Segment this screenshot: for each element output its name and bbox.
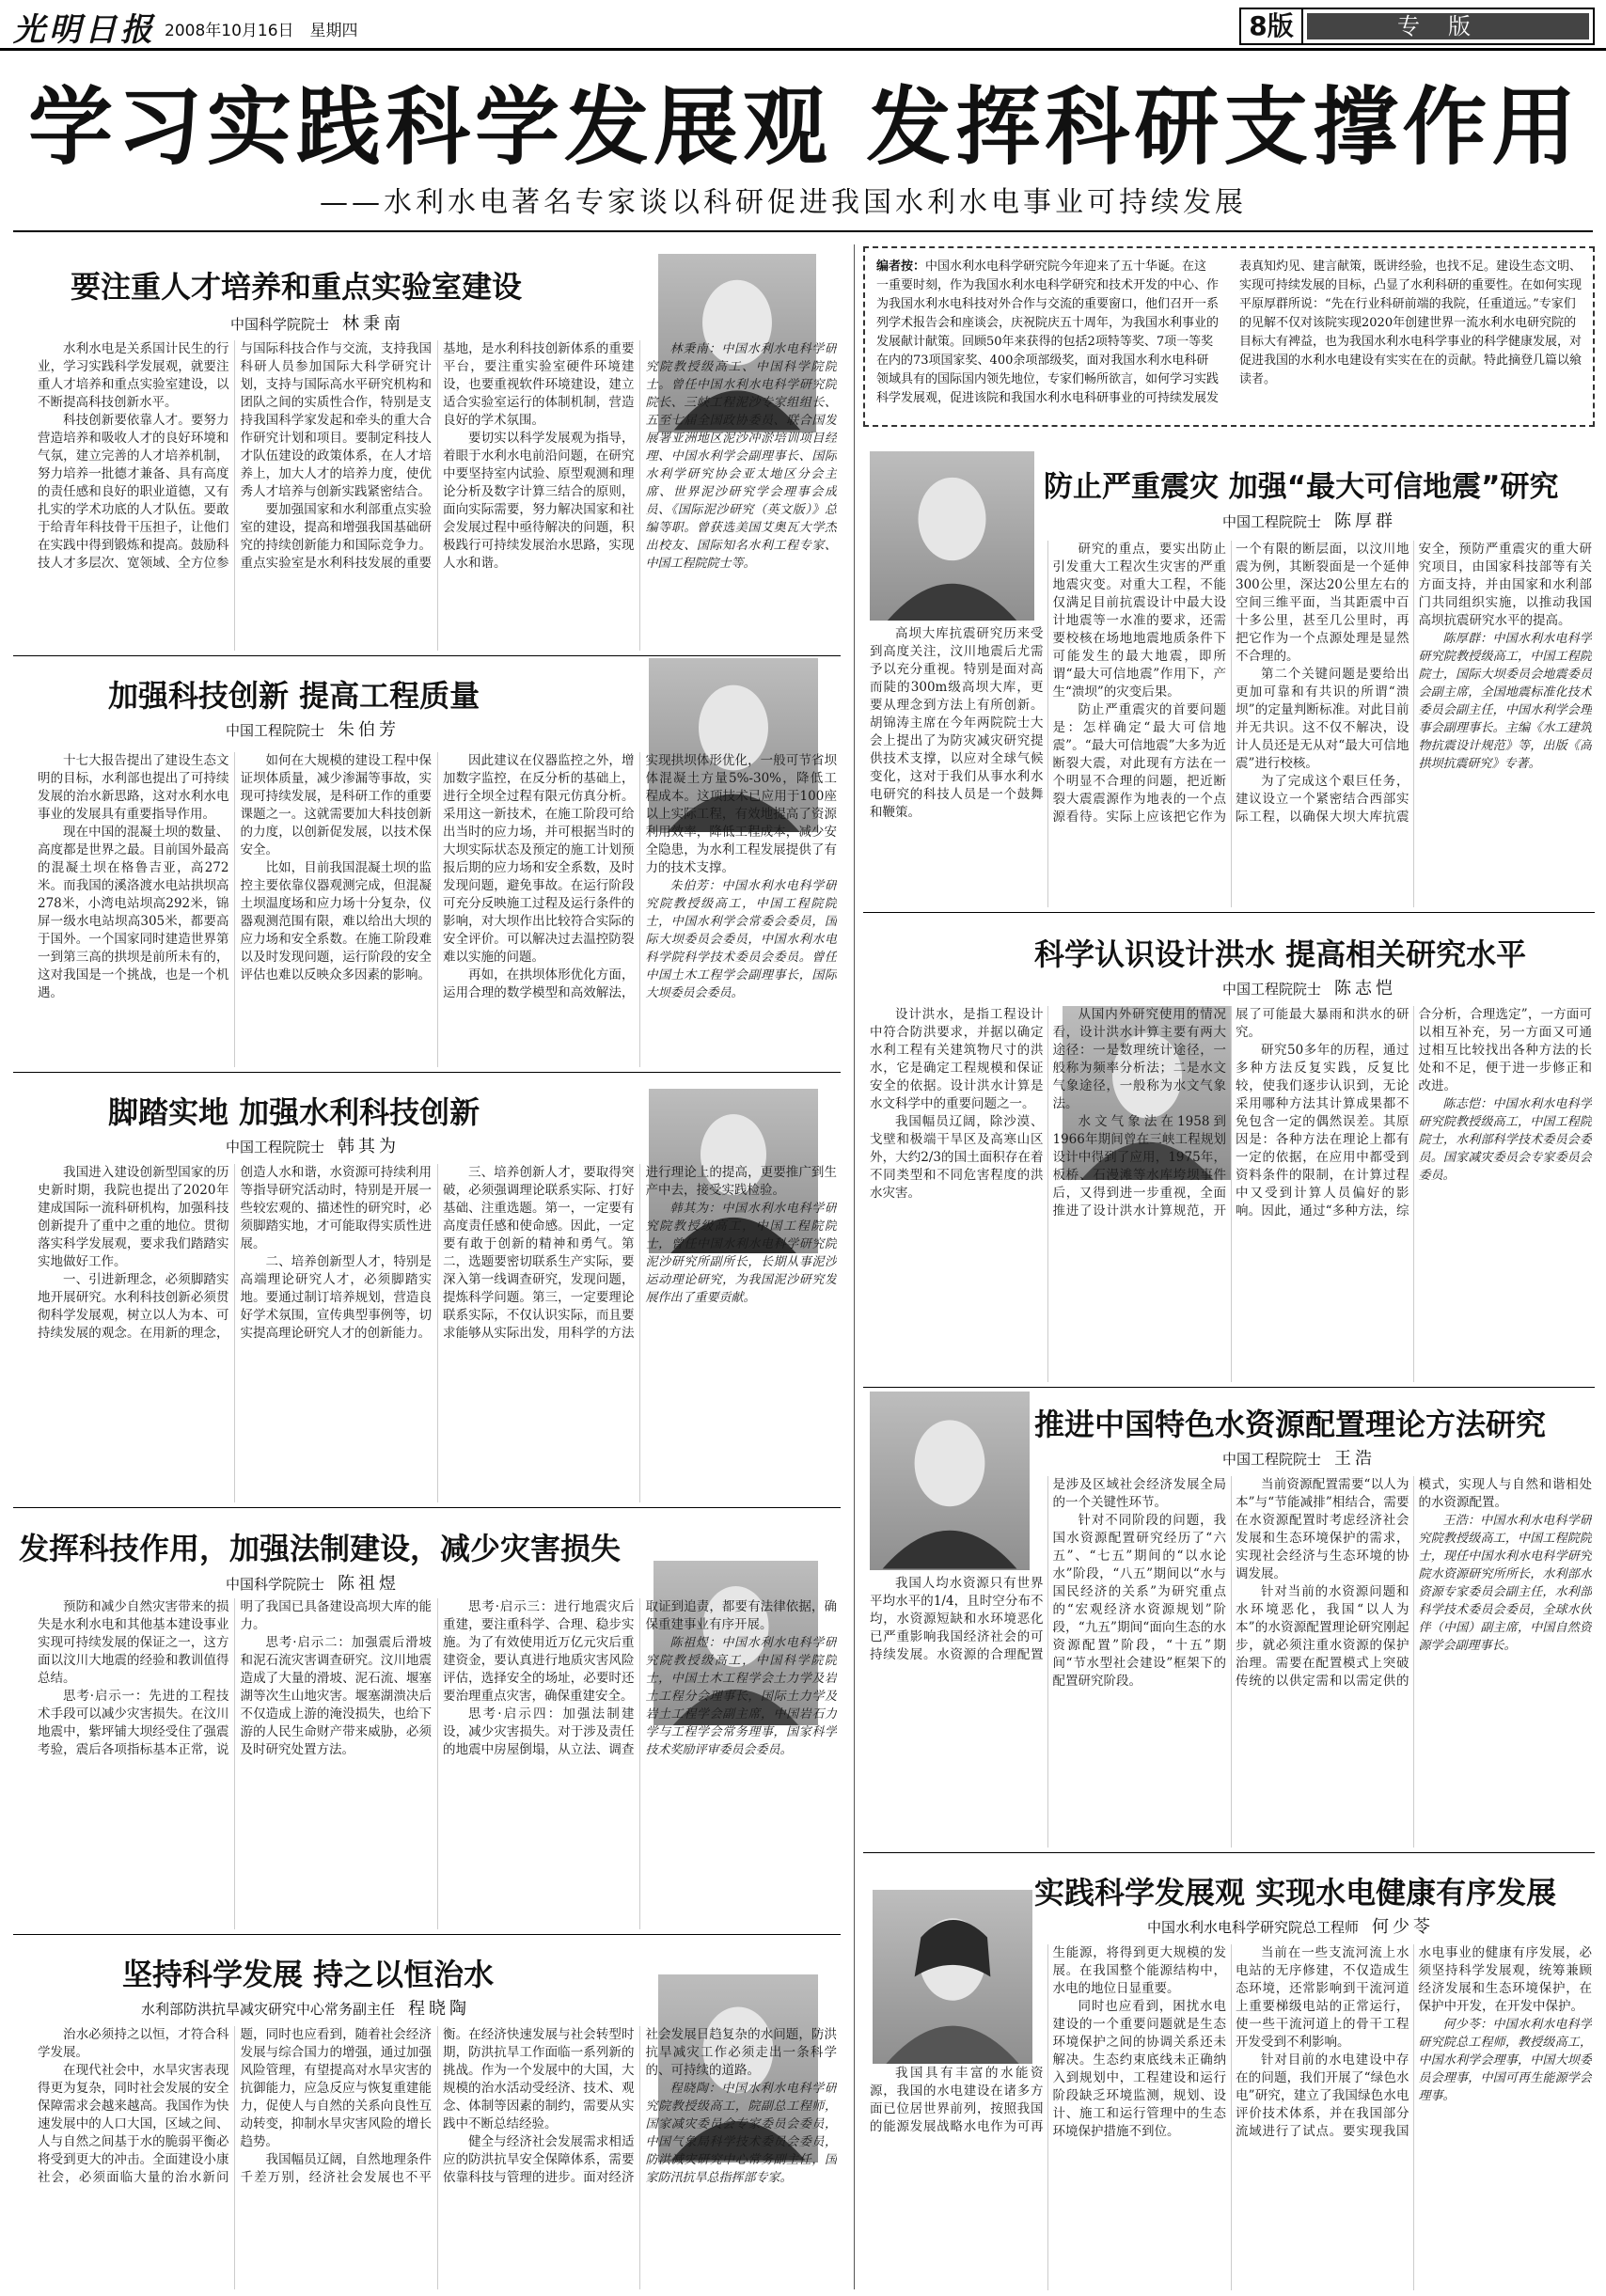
article-byline: 中国工程院院士 王浩: [1222, 1449, 1377, 1469]
page-marker: [1239, 8, 1595, 45]
article-byline: 中国工程院院士 陈厚群: [1222, 511, 1397, 531]
article-body: 十七大报告提出了建设生态文明的目标，水利部也提出了可持续发展的治水新思路，这对水利水电事业的发展具有重要指导作用。 现在中国的混凝土坝的数量、高度都是世界之最。目前国外最高的混凝土坝在格鲁吉亚，高272米。而我国的溪洛渡水电站拱坝高278米，小湾电站坝高292米，锦屏一级水电站坝高305米，都要高于国外。一个国家同时建造世界第一到第三高的拱坝是前所未有的，这对我国是一个挑战，也是一个机遇。 如何在大规模的建设工程中保证坝体质量，减少渗漏等事故，实现可持续发展，是科研工作的重要课题之一。这就需要加大科技创新的力度，以创新促发展，以技术保安全。 比如，目前我国混凝土坝的监控主要依靠仪器观测完成，但混凝土坝温度场和应力场十分复杂，仪器观测范围有限，难以给出大坝的应力场和安全系数。在施工阶段难以及时发现问题，运行阶段的安全评估也难以反映众多因素的影响。 因此建议在仪器监控之外，增加数字监控，在反分析的基础上，进行全坝全过程有限元仿真分析。采用这一新技术，在施工阶段可给出当时的应力场，并可根据当时的大坝实际状态及预定的施工计划预报后期的应力场和安全系数，及时发现问题，避免事故。在运行阶段可充分反映施工过程及运行条件的影响，对大坝作出比较符合实际的安全评价。可以解决过去温控防裂难以实施的问题。 再如，在拱坝体形优化方面，运用合理的数学模型和高效解法，实现拱坝体形优化，一般可节省坝体混凝土方量5%-30%，降低工程成本。这项技术已应用于100座以上实际工程，有效地提高了资源利用效率，降低工程成本，减少安全隐患，为水利工程发展提供了有力的技术支撑。 朱伯芳：中国水利水电科学研究院教授级高工，中国工程院院士，中国水利学会常委会委员，国际大坝委员会委员，中国水利水电科学院科学技术委员会委员。曾任中国土木工程学会副理事长，国际大坝委员会委员。: [38, 753, 837, 1000]
article-byline: 中国工程院院士 朱伯芳: [226, 720, 401, 740]
article-title: 要注重人才培养和重点实验室建设: [71, 269, 523, 305]
article-title: 脚踏实地 加强水利科技创新: [108, 1094, 480, 1130]
author-name: 韩其为: [338, 1137, 401, 1156]
editor-note-text: 中国水利水电科学研究院今年迎来了五十华诞。在这一重要时刻，作为我国水利水电科学研究和技术开发的中心、作为我国水利水电科技对外合作与交流的重要窗口，他们召开一系列学术报告会和座谈会，庆祝院庆五十周年，为我国水利事业的发展献计献策。回顾50年来获得的包括2项特等奖、7项一等奖在内的73项国家奖、400余项部级奖，面对我国水利水电科研领域具有的国际国内领先地位，专家们畅所欲言，如何学习实践科学发展观，促进该院和我国水利水电科研事业的可持续发展发表真知灼见、建言献策，既讲经验，也找不足。建设生态文明、实现可持续发展的目标，凸显了水利科研的重要性。在如何实现平原厚群所说：“先在行业科研前端的我院，任重道远。”专家们的见解不仅对该院实现2020年创建世界一流水利水电研究院的目标大有裨益，也为我国水利水电科学事业的科学健康发展，对促进我国的水利水电建设有实实在在的贡献。特此摘登几篇以飨读者。: [876, 259, 1582, 405]
article-body: 高坝大库抗震研究历来受到高度关注，汶川地震后尤需予以充分重视。特别是面对高而陡的300m级高坝大库，更要从理念到方法上有所创新。胡锦涛主席在今年两院院士大会上提出了为防灾减灾研究提供技术支撑，以应对全球气候变化，这对于我们从事水利水电研究的科技人员是一个鼓舞和鞭策。 研究的重点，要实出防止引发重大工程次生灾害的严重地震灾变。对重大工程，不能仅满足目前抗震设计中最大设计地震等一水准的要求，还需要校核在场地地震地质条件下可能发生的最大地震，即所谓“最大可信地震”作用下，产生“溃坝”的灾变后果。 防止严重震灾的首要问题是：怎样确定“最大可信地震”。“最大可信地震”大多为近断裂大震，对此现有方法在一个明显不合理的问题，把近断裂大震震源作为地表的一个点源看待。实际上应该把它作为一个有限的断层面，以汶川地震为例，其断裂面是一个延伸300公里，深达20公里左右的空间三维平面，当其距震中百十多公里，甚至几公里时，再把它作为一个点源处理是显然不合理的。 第二个关键问题是要给出更加可靠和有共识的所谓“溃坝”的定量判断标准。对此目前并无共识。这不仅不解决，设计人员还是无从对“最大可信地震”进行校核。 为了完成这个艰巨任务，建议设立一个紧密结合西部实际工程，以确保大坝大库抗震安全，预防严重震灾的重大研究项目，由国家科技部等有关方面支持，并由国家和水利部门共同组织实施，以推动我国高坝抗震研究水平的提高。 陈厚群：中国水利水电科学研究院教授级高工，中国工程院院士，国际大坝委员会地震委员会副主席，全国地震标准化技术委员会副主任，中国水利学会理事会副理事长。主编《水工建筑物抗震设计规范》等，出版《高拱坝抗震研究》专著。: [870, 542, 1592, 825]
article-byline: 中国水利水电科学研究院总工程师 何少苓: [1147, 1917, 1435, 1937]
divider: [13, 1934, 841, 1935]
author-bio: 何少苓：中国水利水电科学研究院总工程师，教授级高工，中国水利学会理事，中国大坝委员会理事，中国可再生能源学会理事。: [1418, 2018, 1592, 2103]
divider: [13, 655, 841, 656]
article-byline: 中国科学院院士 林秉南: [230, 314, 405, 334]
author-bio: 韩其为：中国水利水电科学研究院教授级高工，中国工程院院士，曾任中国水利水电科学研究院泥沙研究所副所长，长期从事泥沙运动理论研究，为我国泥沙研究发展作出了重要贡献。: [645, 1202, 837, 1305]
divider: [863, 912, 1595, 913]
article-body: 设计洪水，是指工程设计中符合防洪要求，并据以确定水利工程有关建筑物尺寸的洪水，它是确定工程规模和保证安全的依据。设计洪水计算是水文科学中的重要问题之一。 我国幅员辽阔，除沙漠、戈壁和极端干旱区及高寒山区外，大约2/3的国土面积存在着不同类型和不同危害程度的洪水灾害。 从国内外研究使用的情况看，设计洪水计算主要有两大途径：一是数理统计途径，一般称为频率分析法；二是水文气象途径，一般称为水文气象法。 水文气象法在1958到1966年期间曾在三峡工程规划设计中得到了应用，1975年，板桥、石漫滩等水库垮坝事件后，又得到进一步重视，全面推进了设计洪水计算规范，开展了可能最大暴雨和洪水的研究。 研究50多年的历程，通过多种方法反复实践，反复比较，使我们逐步认识到，无论采用哪种方法其计算成果都不免包含一定的偶然误差。其原因是：各种方法在理论上都有一定的依据，在应用中都受到资料条件的限制，在计算过程中又受到计算人员偏好的影响。因此，通过“多种方法，综合分析，合理选定”，一方面可以相互补充，另一方面又可通过相互比较找出各种方法的长处和不足，便于进一步修正和改进。 陈志恺：中国水利水电科学研究院教授级高工，中国工程院院士，水利部科学技术委员会委员。国家减灾委员会专家委员会委员。: [870, 1007, 1592, 1219]
divider: [13, 1072, 841, 1073]
article-body: 我国人均水资源只有世界平均水平的1/4，且时空分布不均，水资源短缺和水环境恶化已严重影响我国经济社会的可持续发展。水资源的合理配置是涉及区域社会经济发展全局的一个关键性环节。 针对不同阶段的问题，我国水资源配置研究经历了“六五”、“七五”期间的“以水论水”阶段，“八五”期间以“水与国民经济的关系”为研究重点的“宏观经济水资源规划”阶段，“九五”期间“面向生态的水资源配置”阶段，“十五”期间“节水型社会建设”框架下的配置研究阶段。 当前资源配置需要“以人为本”与“节能减排”相结合，需要在水资源配置时考虑经济社会发展和生态环境保护的需求，实现社会经济与生态环境的协调发展。 针对当前的水资源问题和水环境恶化，我国“以人为本”的水资源配置理论研究刚起步，就必须注重水资源的保护治理。需要在配置模式上突破传统的以供定需和以需定供的模式，实现人与自然和谐相处的水资源配置。 王浩：中国水利水电科学研究院教授级高工，中国工程院院士，现任中国水利水电科学研究院水资源研究所所长，水利部水资源专家委员会副主任，水利部科学技术委员会委员，全球水伙伴（中国）副主席，中国自然资源学会副理事长。: [870, 1477, 1592, 1689]
masthead: [0, 0, 1606, 51]
divider: [13, 1507, 841, 1508]
section-label: 专版: [1307, 13, 1589, 39]
divider: [863, 1387, 1595, 1388]
author-name: 陈祖煜: [338, 1574, 401, 1594]
author-name: 林秉南: [342, 314, 405, 334]
article-title: 推进中国特色水资源配置理论方法研究: [1034, 1407, 1547, 1442]
author-bio: 王浩：中国水利水电科学研究院教授级高工，中国工程院院士，现任中国水利水电科学研究院水资源研究所所长，水利部水资源专家委员会副主任，水利部科学技术委员会委员，全球水伙伴（中国）副主席，中国自然资源学会副理事长。: [1418, 1514, 1592, 1653]
author-name: 何少苓: [1372, 1917, 1435, 1937]
main-headline: 学习实践科学发展观 发挥科研支撑作用: [28, 78, 1582, 177]
author-name: 王浩: [1334, 1449, 1377, 1469]
issue-date: 2008年10月16日 星期四: [165, 22, 358, 40]
article-byline: 水利部防洪抗旱减灾研究中心常务副主任 程晓陶: [141, 1999, 471, 2019]
article-byline: 中国工程院院士 陈志恺: [1222, 979, 1397, 999]
author-bio: 程晓陶：中国水利水电科学研究院教授级高工，院副总工程师，国家减灾委员会专家委员会委员，中国气象局科学技术委员会委员，防洪减灾研究中心常务副主任，国家防汛抗旱总指挥部专家。: [645, 2082, 837, 2185]
article-title: 科学认识设计洪水 提高相关研究水平: [1034, 936, 1527, 972]
article-byline: 中国工程院院士 韩其为: [226, 1137, 401, 1156]
article-title: 坚持科学发展 持之以恒治水: [122, 1957, 495, 1992]
author-name: 朱伯芳: [338, 720, 401, 740]
main-subheadline: ——水利水电著名专家谈以科研促进我国水利水电事业可持续发展: [320, 186, 1247, 219]
article-title: 加强科技创新 提高工程质量: [108, 678, 480, 714]
author-name: 程晓陶: [408, 1999, 471, 2019]
article-body: 治水必须持之以恒，才符合科学发展。 在现代社会中，水旱灾害表现得更为复杂，同时社会发展的安全保障需求会越来越高。我国作为快速发展中的人口大国，区域之间、人与自然之间基于水的脆弱平衡必将受到更大的冲击。全面建设小康社会，必须面临大量的治水新问题，同时也应看到，随着社会经济发展与综合国力的增强，通过加强风险管理，有望提高对水旱灾害的抗御能力，应急反应与恢复重建能力，促使人与自然的关系向良性互动转变，抑制水旱灾害风险的增长趋势。 我国幅员辽阔，自然地理条件千差万别，经济社会发展也不平衡。在经济快速发展与社会转型时期，防洪抗旱工作面临一系列新的挑战。作为一个发展中的大国，大规模的治水活动受经济、技术、观念、体制等因素的制约，需要从实践中不断总结经验。 健全与经济社会发展需求相适应的防洪抗旱安全保障体系，需要依靠科技与管理的进步。面对经济社会发展日趋复杂的水问题，防洪抗旱减灾工作必须走出一条科学的、可持续的道路。 程晓陶：中国水利水电科学研究院教授级高工，院副总工程师，国家减灾委员会专家委员会委员，中国气象局科学技术委员会委员，防洪减灾研究中心常务副主任，国家防汛抗旱总指挥部专家。: [38, 2027, 837, 2185]
author-bio: 陈厚群：中国水利水电科学研究院教授级高工，中国工程院院士，国际大坝委员会地震委员会副主席，全国地震标准化技术委员会副主任，中国水利学会理事会副理事长。主编《水工建筑物抗震设计规范》等，出版《高拱坝抗震研究》专著。: [1418, 632, 1592, 771]
article-body: 水利水电是关系国计民生的行业，学习实践科学发展观，就要注重人才培养和重点实验室建设，以不断提高科技创新水平。 科技创新要依靠人才。要努力营造培养和吸收人才的良好环境和气氛，建立完善的人才培养机制，努力培养一批德才兼备、具有高度的责任感和良好的职业道德，又有扎实的学术功底的人才队伍。要敢于给青年科技骨干压担子，让他们在实践中得到锻炼和提高。鼓励科技人才多层次、宽领域、全方位参与国际科技合作与交流，支持我国科研人员参加国际大科学研究计划，支持与国际高水平研究机构和团队之间的实质性合作，特别是支持我国科学家发起和牵头的重大合作研究计划和项目。要制定科技人才队伍建设的政策体系，在人才培养上，加大人才的培养力度，使优秀人才培养与创新实践紧密结合。 要加强国家和水利部重点实验室的建设，提高和增强我国基础研究的持续创新能力和国际竞争力。重点实验室是水利科技发展的重要基地，是水利科技创新体系的重要平台，要注重实验室硬件环境建设，也要重视软件环境建设，建立适合实验室运行的体制机制，营造良好的学术氛围。 要切实以科学发展观为指导，着眼于水利水电前沿问题，在研究中要坚持室内试验、原型观测和理论分析及数字计算三结合的原则，面向实际需要，努力解决国家和社会发展过程中亟待解决的问题，积极践行可持续发展治水思路，实现人水和谐。 林秉南：中国水利水电科学研究院教授级高工、中国科学院院士。曾任中国水利水电科学研究院院长、三峡工程泥沙专家组组长、五至七届全国政协委员、联合国发展署亚洲地区泥沙冲淤培训项目经理、中国水利学会副理事长、国际水利学研究协会亚太地区分会主席、世界泥沙研究学会理事会成员、《国际泥沙研究（英文版）》总编等职。曾获选美国艾奥瓦大学杰出校友、国际知名水利工程专家、中国工程院院士等。: [38, 341, 837, 571]
author-name: 陈厚群: [1334, 511, 1397, 531]
author-bio: 朱伯芳：中国水利水电科学研究院教授级高工，中国工程院院士，中国水利学会常委会委员，国际大坝委员会委员，中国水利水电科学院科学技术委员会委员。曾任中国土木工程学会副理事长，国际大坝委员会委员。: [645, 879, 837, 1000]
newspaper-logo: 光明日报: [13, 11, 156, 49]
article-title: 防止严重震灾 加强“最大可信地震”研究: [1044, 470, 1559, 504]
article-body: 我国具有丰富的水能资源，我国的水电建设在诸多方面已位居世界前列，按照我国的能源发展战略水电作为可再生能源，将得到更大规模的发展。在我国整个能源结构中，水电的地位日显重要。 同时也应看到，困扰水电建设的一个重要问题就是生态环境保护之间的协调关系还未解决。生态约束底线未正确纳入到规划中，工程建设和运行阶段缺乏环境监测，规划、设计、施工和运行管理中的生态环境保护措施不到位。 当前在一些支流河流上水电站的无序修建，不仅造成生态环境，还常影响到干流河道上重要梯级电站的正常运行，使一些干流河道上的骨干工程开发受到不利影响。 针对目前的水电建设中存在的问题，我们开展了“绿色水电”研究，建立了我国绿色水电评价技术体系，并在我国部分流域进行了试点。要实现我国水电事业的健康有序发展，必须坚持科学发展观，统筹兼顾经济发展和生态环境保护，在保护中开发，在开发中保护。 何少苓：中国水利水电科学研究院总工程师，教授级高工，中国水利学会理事，中国大坝委员会理事，中国可再生能源学会理事。: [870, 1945, 1592, 2139]
page-number: 8版: [1241, 9, 1303, 43]
column-divider: [854, 244, 855, 2289]
article-body: 我国进入建设创新型国家的历史新时期，我院也提出了2020年建成国际一流科研机构，加强科技创新提升了重中之重的地位。贯彻落实科学发展观，要求我们踏踏实实地做好工作。 一、引进新理念，必须脚踏实地开展研究。水利科技创新必须贯彻科学发展观，树立以人为本、可持续发展的观念。在用新的理念，创造人水和谐，水资源可持续利用等指导研究活动时，特别是开展一些较宏观的、描述性的研究时，必须脚踏实地，才可能取得实质性进展。 二、培养创新型人才，特别是高端理论研究人才，必须脚踏实地。要通过制订培养规划，营造良好学术氛围，宣传典型事例等，切实提高理论研究人才的创新能力。 三、培养创新人才，要取得突破，必须强调理论联系实际、打好基础、注重选题。第一，一定要有高度责任感和使命感。因此，一定要有敢于创新的精神和勇气。第二，选题要密切联系生产实际，要深入第一线调查研究，发现问题，提炼科学问题。第三，一定要理论联系实际，不仅认识实际，而且要求能够从实际出发，用科学的方法进行理论上的提高，更要推广到生产中去，接受实践检验。 韩其为：中国水利水电科学研究院教授级高工，中国工程院院士，曾任中国水利水电科学研究院泥沙研究所副所长，长期从事泥沙运动理论研究，为我国泥沙研究发展作出了重要贡献。: [38, 1165, 837, 1341]
article-title: 实践科学发展观 实现水电健康有序发展: [1034, 1875, 1557, 1911]
author-bio: 陈志恺：中国水利水电科学研究院教授级高工，中国工程院院士，水利部科学技术委员会委员。国家减灾委员会专家委员会委员。: [1418, 1097, 1592, 1183]
editor-note-label: 编者按：: [876, 259, 926, 274]
article-title: 发挥科技作用，加强法制建设，减少灾害损失: [19, 1531, 622, 1566]
article-body: 预防和减少自然灾害带来的损失是水利水电和其他基本建设事业实现可持续发展的保证之一，这方面以汶川大地震的经验和教训值得总结。 思考·启示一：先进的工程技术手段可以减少灾害损失。在汶川地震中，紫坪铺大坝经受住了强震考验，震后各项指标基本正常，说明了我国已具备建设高坝大库的能力。 思考·启示二：加强震后滑坡和泥石流灾害调查研究。汶川地震造成了大量的滑坡、泥石流、堰塞湖等次生山地灾害。堰塞湖溃决后不仅造成上游的淹没损失，也给下游的人民生命财产带来威胁，必须及时研究处置方法。 思考·启示三：进行地震灾后重建，要注重科学、合理、稳步实施。为了有效使用近万亿元灾后重建资金，要认真进行地质灾害风险评估，选择安全的场址，必要时还要治理重点灾害，确保重建安全。 思考·启示四：加强法制建设，减少灾害损失。对于涉及责任的地震中房屋倒塌，从立法、调查取证到追责，都要有法律依据，确保重建事业有序开展。 陈祖煜：中国水利水电科学研究院教授级高工，中国科学院院士，中国土木工程学会土力学及岩土工程分会理事长，国际土力学及岩土工程学会副主席，中国岩石力学与工程学会常务理事，国家科学技术奖励评审委员会委员。: [38, 1599, 837, 1757]
divider: [13, 230, 1593, 232]
author-name: 陈志恺: [1334, 979, 1397, 999]
divider: [863, 1852, 1595, 1853]
author-bio: 林秉南：中国水利水电科学研究院教授级高工、中国科学院院士。曾任中国水利水电科学研究院院长、三峡工程泥沙专家组组长、五至七届全国政协委员、联合国发展署亚洲地区泥沙冲淤培训项目经理、中国水利学会副理事长、国际水利学研究协会亚太地区分会主席、世界泥沙研究学会理事会成员、《国际泥沙研究（英文版）》总编等职。曾获选美国艾奥瓦大学杰出校友、国际知名水利工程专家、中国工程院院士等。: [645, 342, 837, 571]
author-bio: 陈祖煜：中国水利水电科学研究院教授级高工，中国科学院院士，中国土木工程学会土力学及岩土工程分会理事长，国际土力学及岩土工程学会副主席，中国岩石力学与工程学会常务理事，国家科学技术奖励评审委员会委员。: [645, 1636, 837, 1757]
editor-note: [863, 246, 1595, 427]
article-byline: 中国科学院院士 陈祖煜: [226, 1574, 401, 1594]
